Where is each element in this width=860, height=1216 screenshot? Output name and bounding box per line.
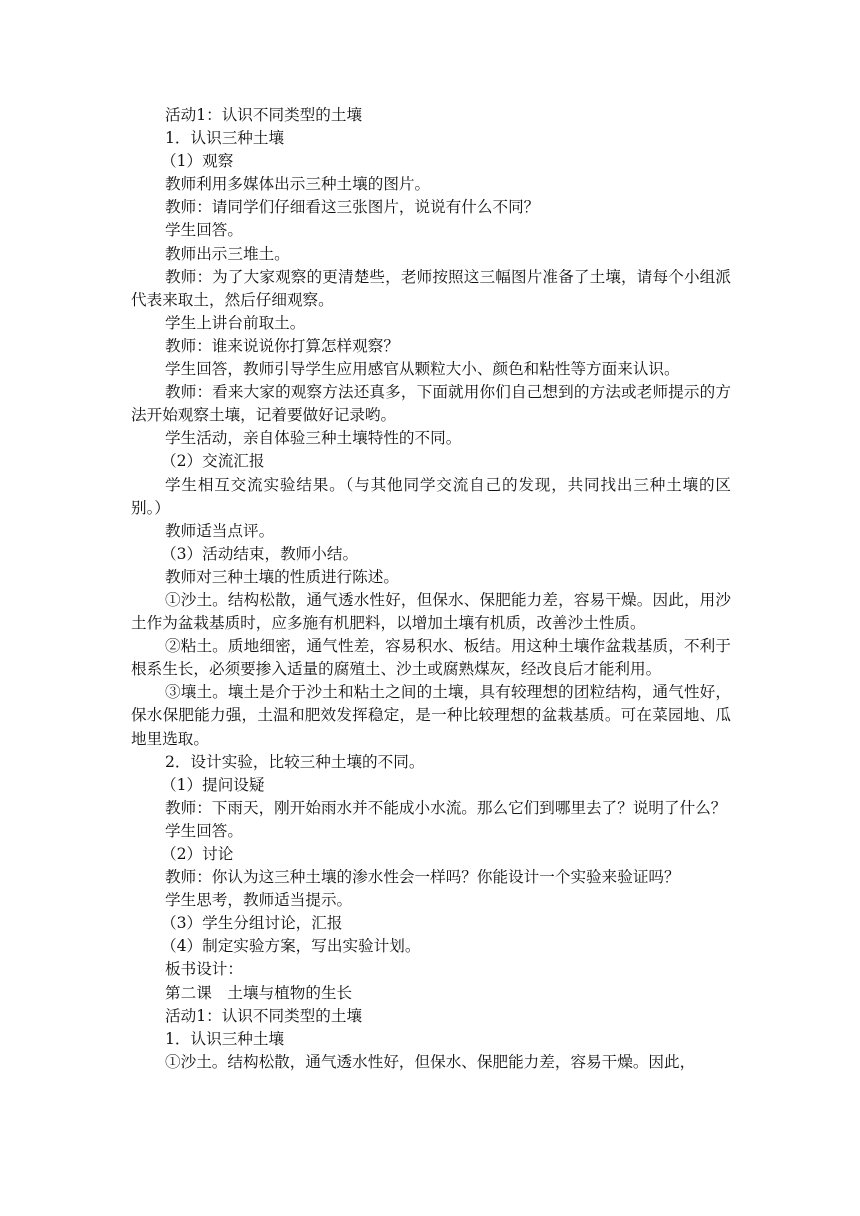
board-design-heading: 板书设计： [165, 960, 243, 979]
paragraph: 教师：请同学们仔细看这三张图片，说说有什么不同？ [165, 198, 540, 217]
paragraph: 学生回答，教师引导学生应用感官从颗粒大小、颜色和粘性等方面来认识。 [165, 360, 680, 379]
paragraph: 教师出示三堆土。 [165, 244, 290, 263]
paragraph-sand-soil: ①沙土。结构松散，通气透水性好，但保水、保肥能力差，容易干燥。因此， [165, 1052, 696, 1071]
subsection-heading: （1）提问设疑 [161, 775, 265, 794]
section-heading: 2．设计实验，比较三种土壤的不同。 [165, 752, 425, 771]
paragraph: 教师：下雨天，刚开始雨水并不能成小水流。那么它们到哪里去了？说明了什么？ [165, 798, 727, 817]
paragraph-sand-soil: ①沙土。结构松散，通气透水性好，但保水、保肥能力差，容易干燥。因此，用沙土作为盆栽基质时，应多施有机肥料，以增加土壤有机质，改善沙土性质。 [131, 590, 731, 633]
paragraph: 学生活动，亲自体验三种土壤特性的不同。 [165, 429, 462, 448]
paragraph-clay-soil: ②粘土。质地细密，通气性差，容易积水、板结。用这种土壤作盆栽基质，不利于根系生长，必须要掺入适量的腐殖土、沙土或腐熟煤灰，经改良后才能利用。 [131, 637, 731, 679]
activity-heading: 活动1：认识不同类型的土壤 [165, 106, 363, 124]
paragraph: 学生思考，教师适当提示。 [165, 891, 353, 910]
subsection-heading: （1）观察 [161, 152, 234, 171]
paragraph: 学生上讲台前取土。 [165, 313, 306, 332]
paragraph: 教师：你认为这三种土壤的渗水性会一样吗？你能设计一个实验来验证吗？ [165, 868, 680, 887]
paragraph: 学生回答。 [165, 821, 243, 840]
paragraph: 教师：谁来说说你打算怎样观察？ [165, 336, 399, 355]
paragraph: 教师适当点评。 [165, 521, 275, 540]
paragraph: 教师：看来大家的观察方法还真多，下面就用你们自己想到的方法或老师提示的方法开始观察土壤，记着要做好记录哟。 [131, 383, 731, 425]
subsection-heading: （4）制定实验方案，写出实验计划。 [161, 937, 421, 956]
subsection-heading: （3）学生分组讨论，汇报 [161, 914, 343, 933]
section-heading: 1．认识三种土壤 [165, 1029, 285, 1048]
section-heading: 1．认识三种土壤 [165, 129, 285, 148]
paragraph: 学生回答。 [165, 221, 243, 240]
lesson-title: 第二课 土壤与植物的生长 [165, 983, 353, 1002]
subsection-heading: （2）讨论 [161, 845, 234, 863]
paragraph: 教师利用多媒体出示三种土壤的图片。 [165, 175, 431, 194]
paragraph: 教师对三种土壤的性质进行陈述。 [165, 567, 399, 586]
document-body [131, 104, 731, 1074]
subsection-heading: （2）交流汇报 [161, 452, 265, 471]
subsection-heading: （3）活动结束，教师小结。 [161, 544, 359, 563]
paragraph: 学生相互交流实验结果。（与其他同学交流自己的发现，共同找出三种土壤的区别。） [131, 475, 731, 517]
paragraph-loam-soil: ③壤土。壤土是介于沙土和粘土之间的土壤，具有较理想的团粒结构，通气性好，保水保肥能力强，土温和肥效发挥稳定，是一种比较理想的盆栽基质。可在菜园地、瓜地里选取。 [131, 683, 731, 748]
paragraph: 教师：为了大家观察的更清楚些，老师按照这三幅图片准备了土壤，请每个小组派代表来取土，然后仔细观察。 [131, 267, 731, 309]
activity-heading: 活动1：认识不同类型的土壤 [165, 1006, 363, 1025]
